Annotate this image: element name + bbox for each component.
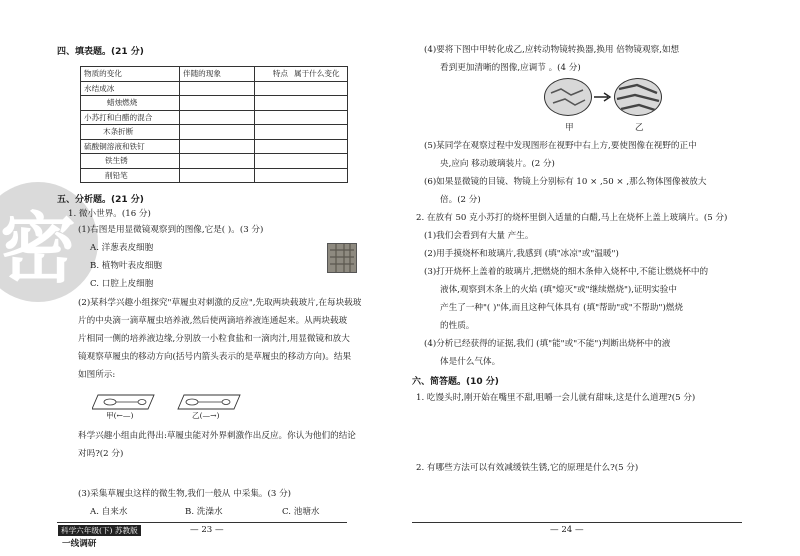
- question-1-2-line: 镜观察草履虫的移动方向(括号内箭头表示的是草履虫的移动方向)。结果: [78, 352, 352, 362]
- question-4-line: 看到更加清晰的图像,应调节 。(4 分): [440, 63, 581, 73]
- table-header-row: [81, 67, 348, 82]
- arrow-right-icon: [594, 92, 612, 102]
- table-header: 伴随的现象: [180, 67, 255, 82]
- question-4-line: (4)要将下图中甲转化成乙,应转动物镜转换器,换用 倍物镜观察,如想: [424, 45, 680, 55]
- option-a[interactable]: A. 洋葱表皮细胞: [90, 243, 154, 253]
- section-5-title: 五、分析题。(21 分): [57, 195, 144, 205]
- question-6-line: 倍。(2 分): [440, 195, 481, 205]
- question-1-2-line: 片的中央滴一滴草履虫培养液,然后使两滴培养液连通起来。从两块载玻: [78, 316, 348, 326]
- scope-label-jia: 甲: [565, 123, 574, 133]
- page-number: — 23 —: [190, 525, 224, 535]
- table-row: 水结成冰: [81, 81, 348, 96]
- conclusion-line: 科学兴趣小组由此得出:草履虫能对外界刺激作出反应。你认为他们的结论: [78, 431, 356, 441]
- table-row: 硫酸铜溶液和铁钉: [81, 139, 348, 154]
- cell-pattern: [328, 244, 356, 272]
- table-row: 铁生锈: [81, 154, 348, 169]
- option-b[interactable]: B. 洗澡水: [185, 507, 223, 517]
- footer-brand: 一线调研: [62, 539, 97, 549]
- table-header: 特点: [255, 67, 292, 82]
- question-2-line: (3)打开烧杯上盖着的玻璃片,把燃烧的细木条伸入烧杯中,不能让燃烧杯中的: [424, 267, 709, 277]
- question-1-2-line: 如图所示:: [78, 370, 116, 380]
- scope-view-jia: [544, 78, 592, 116]
- question-1-2-line: (2)某科学兴趣小组探究"草履虫对刺激的反应",先取两块载玻片,在每块载玻: [78, 298, 362, 308]
- watermark-seal: 密: [0, 182, 98, 302]
- footer-rule: [57, 522, 347, 523]
- page-number: — 24 —: [550, 525, 584, 535]
- table-row: 木条折断: [81, 125, 348, 140]
- question-1-title: 1. 微小世界。(16 分): [68, 209, 151, 219]
- fill-table: [80, 66, 348, 183]
- question-2-line: (2)用手摸烧杯和玻璃片,我感到 (填"冰凉"或"温暖"): [424, 249, 619, 259]
- question-5-line: 央,应向 移动玻璃装片。(2 分): [440, 159, 555, 169]
- question-5-line: (5)某同学在观察过程中发现图形在视野中右上方,要使图像在视野的正中: [424, 141, 697, 151]
- conclusion-line: 对吗?(2 分): [78, 449, 124, 459]
- short-answer-1: 1. 吃馒头时,刚开始在嘴里不甜,咀嚼一会儿就有甜味,这是什么道理?(5 分): [416, 393, 696, 403]
- footer-rule: [412, 522, 742, 523]
- question-1-3: (3)采集草履虫这样的微生物,我们一般从 中采集。(3 分): [78, 489, 292, 499]
- table-row: 蜡烛燃烧: [81, 96, 348, 111]
- question-2-line: 2. 在放有 50 克小苏打的烧杯里倒入适量的白醋,马上在烧杯上盖上玻璃片。(5 分): [416, 213, 728, 223]
- section-4-title: 四、填表题。(21 分): [57, 47, 144, 57]
- short-answer-2: 2. 有哪些方法可以有效减缓铁生锈,它的原理是什么?(5 分): [416, 463, 639, 473]
- question-2-line: 的性质。: [440, 321, 475, 331]
- option-a[interactable]: A. 自来水: [90, 507, 128, 517]
- option-c[interactable]: C. 口腔上皮细胞: [90, 279, 154, 289]
- table-row: 削铅笔: [81, 168, 348, 183]
- question-2-line: 产生了一种"( )"体,而且这种气体具有 (填"帮助"或"不帮助")燃烧: [440, 303, 683, 313]
- question-1-2-line: 片相同一侧的培养液边缘,分别放一小粒食盐和一滴肉汁,用显微镜和放大: [78, 334, 350, 344]
- question-2-line: 液体,观察到木条上的火焰 (填"熄灭"或"继续燃烧"),证明实验中: [440, 285, 677, 295]
- table-header: 属于什么变化: [291, 67, 348, 82]
- cell-micrograph-image: [327, 243, 357, 273]
- option-c[interactable]: C. 池塘水: [282, 507, 320, 517]
- question-2-line: (1)我们会看到有大量 产生。: [424, 231, 534, 241]
- question-2-line: 体是什么气体。: [440, 357, 501, 367]
- option-b[interactable]: B. 植物叶表皮细胞: [90, 261, 162, 271]
- question-2-line: (4)分析已经获得的证据,我们 (填"能"或"不能")判断出烧杯中的液: [424, 339, 671, 349]
- scope-label-yi: 乙: [635, 123, 644, 133]
- question-6-line: (6)如果显微镜的目镜、物镜上分别标有 10 × ,50 × ,那么物体图像被放大: [424, 177, 707, 187]
- slide-label-jia: 甲(←—): [106, 411, 134, 420]
- section-6-title: 六、简答题。(10 分): [412, 377, 499, 387]
- footer-tag: 科学六年级(下) 苏教版: [58, 525, 141, 536]
- question-1-1: (1)右图是用显微镜观察到的图像,它是( )。(3 分): [78, 225, 264, 235]
- table-row: 小苏打和白醋的混合: [81, 110, 348, 125]
- slide-label-yi: 乙(—→): [192, 411, 220, 420]
- table-header: 物质的变化: [81, 67, 180, 82]
- scope-view-yi: [614, 78, 662, 116]
